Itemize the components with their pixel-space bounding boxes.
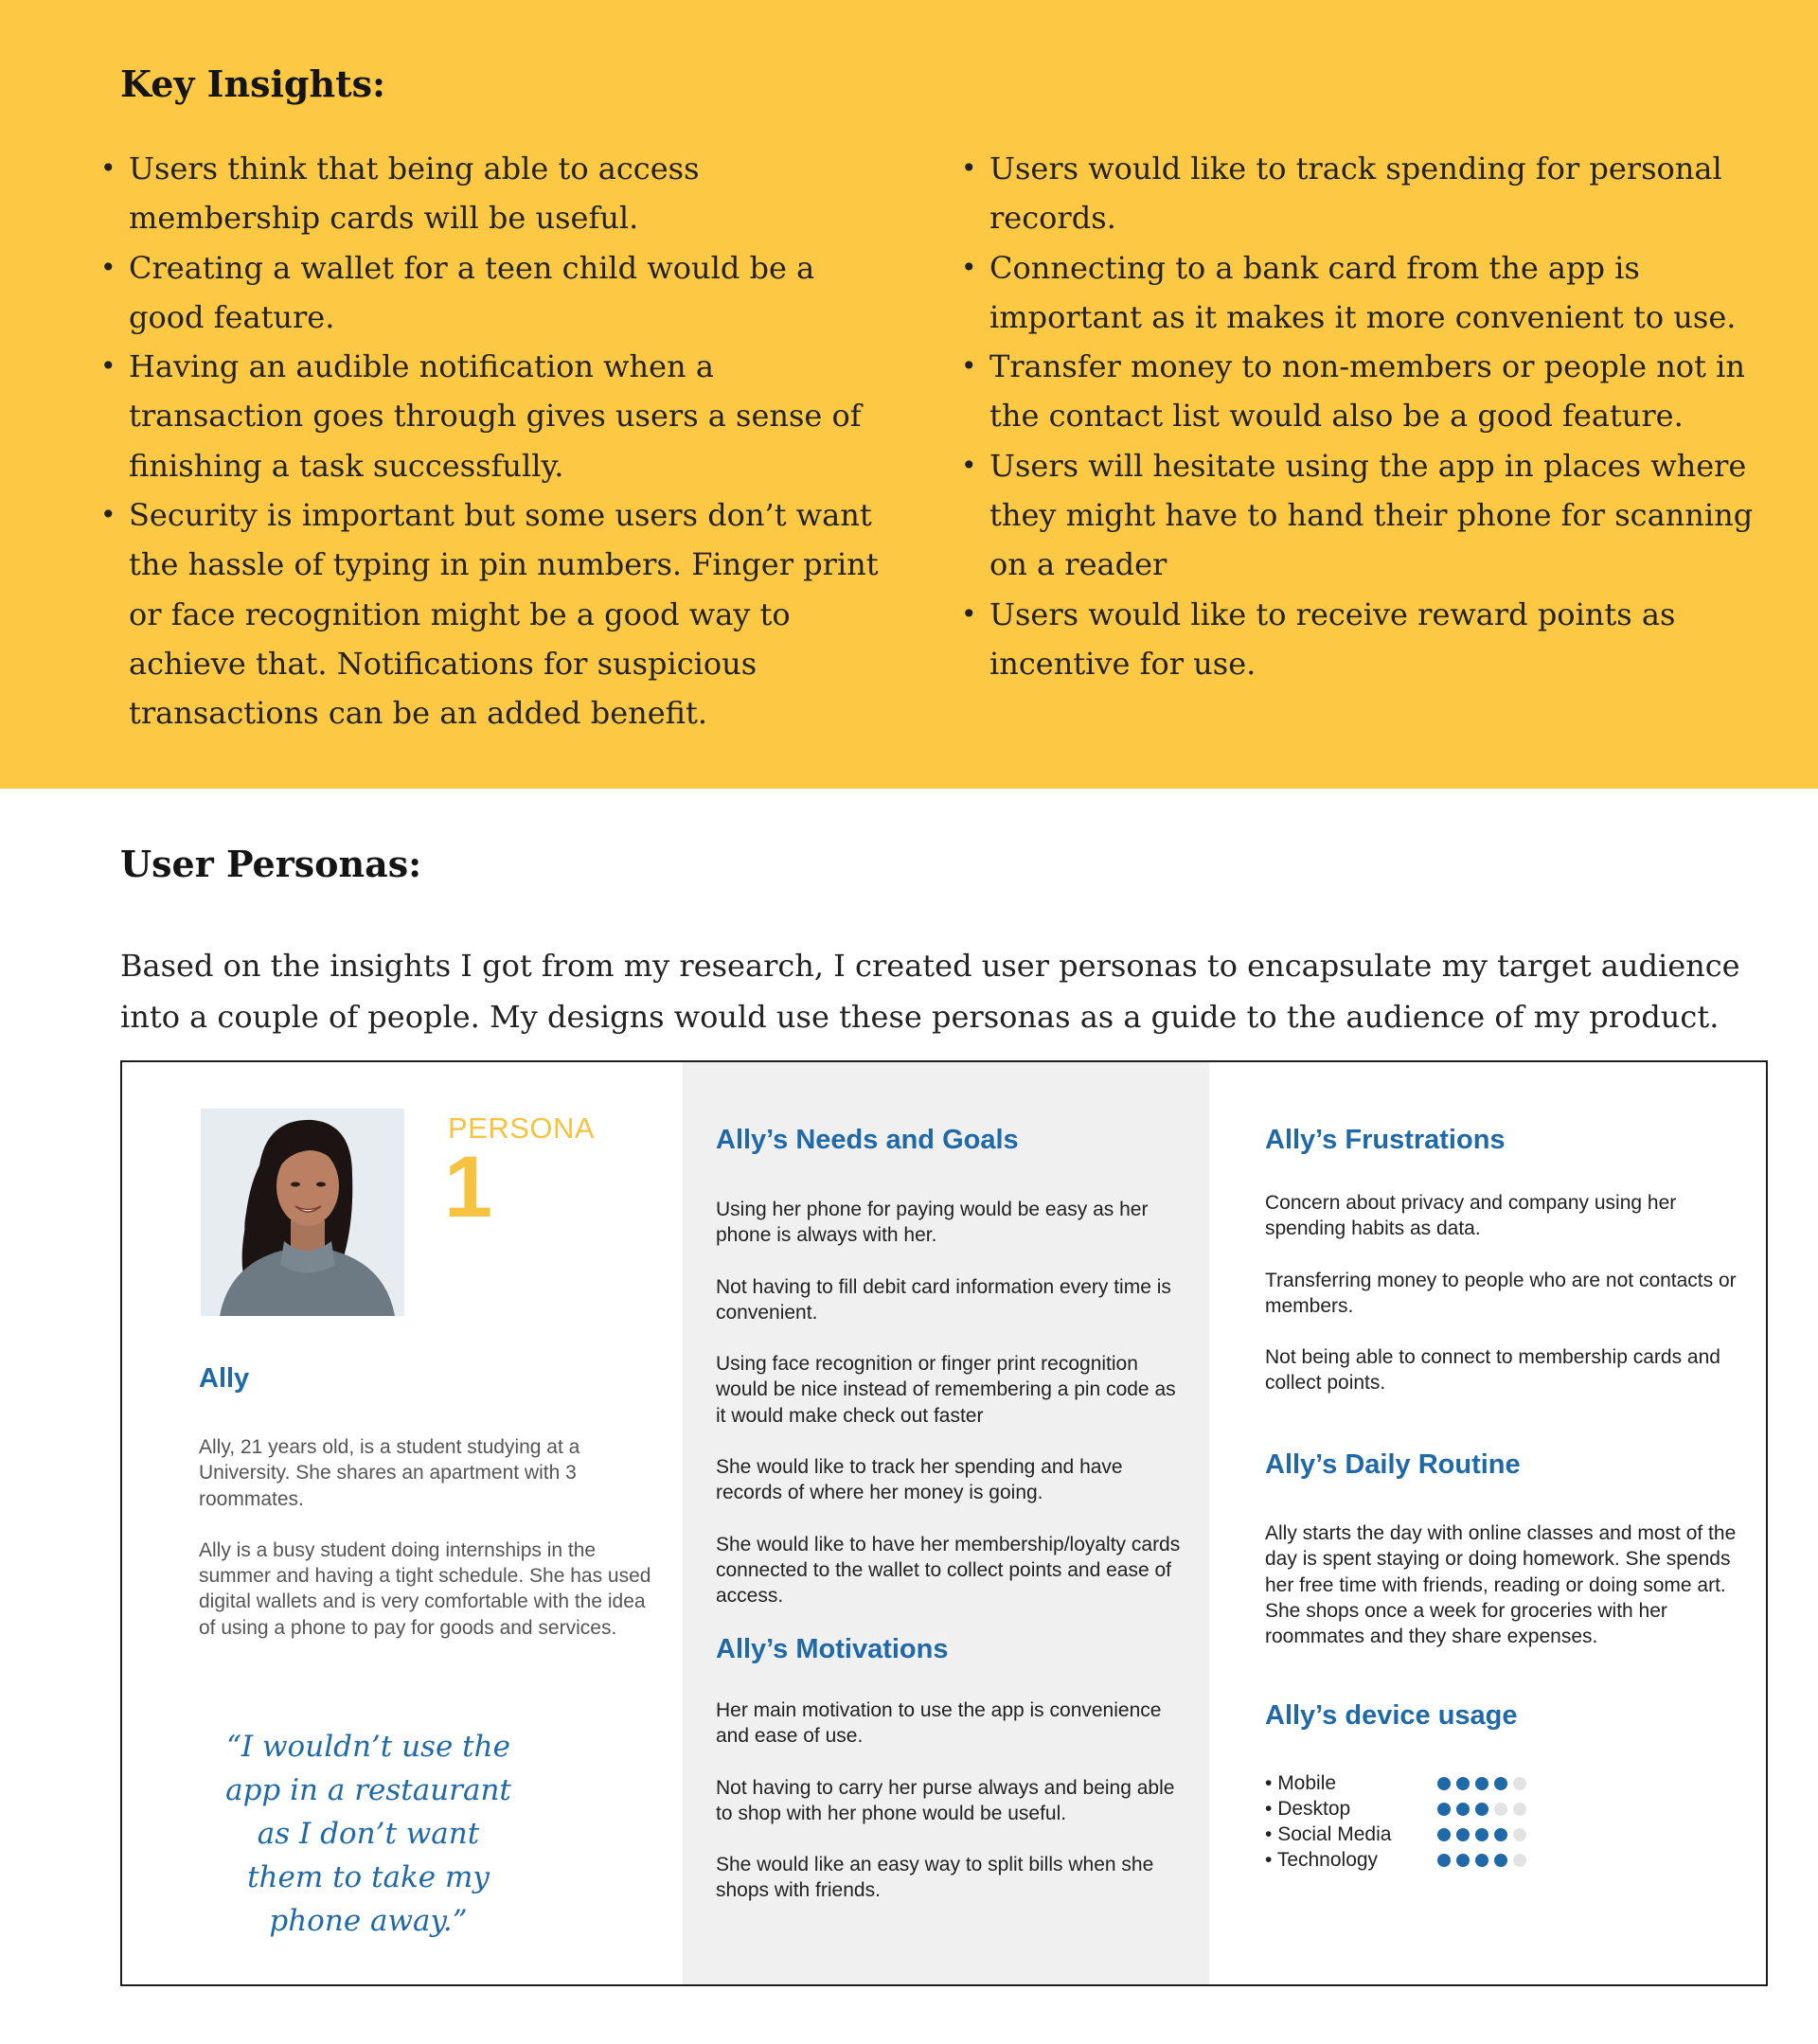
insights-left-list xyxy=(121,144,879,738)
insight-item: • Having an audible notification when a transaction goes through gives users a sense of finishing a task successfully. xyxy=(121,342,879,490)
insight-item: • Connecting to a bank card from the app is important as it makes it more convenient to use. xyxy=(982,243,1777,343)
routine-text: Ally starts the day with online classes and most of the day is spent staying or doing homework. She spends her free time with friends, reading or doing some art. She shops once a week for groceries with her roommates and they share expenses. xyxy=(1265,1522,1737,1648)
motivation-item: She would like an easy way to split bills when she shops with friends. xyxy=(716,1854,1154,1902)
persona-bio xyxy=(199,1434,653,1666)
rating-dot-empty xyxy=(1513,1777,1526,1790)
rating-dot-filled xyxy=(1475,1777,1488,1790)
rating-dot-empty xyxy=(1513,1803,1526,1816)
insight-item: • Creating a wallet for a teen child would be a good feature. xyxy=(121,243,879,343)
device-row xyxy=(1265,1822,1568,1847)
persona-card xyxy=(120,1060,1768,1986)
device-name: • Mobile xyxy=(1265,1772,1337,1794)
rating-dot-filled xyxy=(1437,1777,1451,1790)
rating-dot-empty xyxy=(1513,1854,1526,1867)
frustrations-title: Ally’s Frustrations xyxy=(1265,1125,1506,1155)
persona-quote: “I wouldn’t use the app in a restaurant as I don’t want them to take my phone away.” xyxy=(225,1730,511,1938)
motivations-title: Ally’s Motivations xyxy=(716,1634,949,1664)
device-row xyxy=(1265,1796,1568,1822)
usage-rating-dots xyxy=(1437,1803,1526,1816)
needs-item: Using face recognition or finger print recognition would be nice instead of remembering a pin code as it would make check out faster xyxy=(716,1353,1176,1427)
device-name: • Technology xyxy=(1265,1849,1379,1871)
usage-rating-dots xyxy=(1437,1854,1526,1867)
device-usage-title: Ally’s device usage xyxy=(1265,1700,1518,1731)
device-usage-list xyxy=(1265,1770,1568,1873)
needs-title: Ally’s Needs and Goals xyxy=(716,1125,1019,1155)
key-insights-title: Key Insights: xyxy=(120,62,386,105)
rating-dot-empty xyxy=(1494,1803,1507,1816)
rating-dot-filled xyxy=(1456,1777,1470,1790)
rating-dot-filled xyxy=(1437,1854,1451,1867)
needs-item: She would like to track her spending and have records of where her money is going. xyxy=(716,1456,1123,1504)
rating-dot-filled xyxy=(1437,1828,1451,1841)
device-name: • Social Media xyxy=(1265,1823,1392,1845)
motivation-item: Not having to carry her purse always and being able to shop with her phone would be useful. xyxy=(716,1776,1175,1824)
needs-list xyxy=(716,1197,1189,1635)
rating-dot-filled xyxy=(1456,1828,1470,1841)
device-name: • Desktop xyxy=(1265,1798,1351,1820)
rating-dot-filled xyxy=(1494,1777,1507,1790)
needs-item: She would like to have her membership/loyalty cards connected to the wallet to collect points and ease of access. xyxy=(716,1533,1181,1608)
insight-item: • Transfer money to non-members or people not in the contact list would also be a good feature. xyxy=(982,342,1777,441)
rating-dot-filled xyxy=(1456,1854,1470,1867)
device-row xyxy=(1265,1847,1568,1873)
insights-right-list xyxy=(982,144,1777,688)
insight-item: • Users will hesitate using the app in places where they might have to hand their phone for scanning on a reader xyxy=(982,441,1777,590)
portrait-illustration xyxy=(201,1109,404,1316)
persona-photo xyxy=(201,1109,404,1316)
rating-dot-filled xyxy=(1437,1803,1451,1816)
motivation-item: Her main motivation to use the app is convenience and ease of use. xyxy=(716,1699,1162,1748)
user-personas-title: User Personas: xyxy=(120,843,422,885)
routine-title: Ally’s Daily Routine xyxy=(1265,1449,1521,1480)
persona-name: Ally xyxy=(199,1363,250,1394)
motivations-list xyxy=(716,1697,1189,1929)
bio-paragraph: Ally, 21 years old, is a student studying at a University. She shares an apartment with 3 roommates. xyxy=(199,1436,580,1510)
usage-rating-dots xyxy=(1437,1777,1526,1790)
frustration-item: Transferring money to people who are not contacts or members. xyxy=(1265,1269,1737,1317)
needs-item: Not having to fill debit card information every time is convenient. xyxy=(716,1275,1171,1324)
device-row xyxy=(1265,1770,1568,1796)
rating-dot-filled xyxy=(1475,1803,1488,1816)
bio-paragraph: Ally is a busy student doing internships in the summer and having a tight schedule. She has used digital wallets and is very comfortable with the idea of using a phone to pay for goods and services. xyxy=(199,1538,651,1639)
rating-dot-empty xyxy=(1513,1828,1526,1841)
insight-item: • Users would like to receive reward points as incentive for use. xyxy=(982,590,1777,689)
persona-number: 1 xyxy=(444,1139,493,1235)
insight-item: • Security is important but some users don’t want the hassle of typing in pin numbers. Finger print or face recognition might be a good way to achieve that. Notifications for suspicious transactions can be an added benefit. xyxy=(121,490,879,738)
frustrations-list xyxy=(1265,1190,1738,1422)
frustration-item: Not being able to connect to membership cards and collect points. xyxy=(1265,1346,1720,1395)
insight-item: • Users would like to track spending for personal records. xyxy=(982,144,1777,243)
frustration-item: Concern about privacy and company using her spending habits as data. xyxy=(1265,1192,1677,1240)
usage-rating-dots xyxy=(1437,1828,1526,1841)
rating-dot-filled xyxy=(1494,1828,1507,1841)
rating-dot-filled xyxy=(1494,1854,1507,1867)
insight-item: • Users think that being able to access membership cards will be useful. xyxy=(121,144,879,243)
personas-intro: Based on the insights I got from my research, I created user personas to encapsulate my target audience into a couple of people. My designs would use these personas as a guide to the audience of my product. xyxy=(120,948,1740,1035)
routine-text-wrap xyxy=(1265,1520,1738,1675)
persona-label: PERSONA xyxy=(448,1111,596,1145)
needs-item: Using her phone for paying would be easy as her phone is always with her. xyxy=(716,1199,1149,1247)
rating-dot-filled xyxy=(1456,1803,1470,1816)
rating-dot-filled xyxy=(1475,1854,1488,1867)
rating-dot-filled xyxy=(1475,1828,1488,1841)
key-insights-section xyxy=(0,0,1818,789)
